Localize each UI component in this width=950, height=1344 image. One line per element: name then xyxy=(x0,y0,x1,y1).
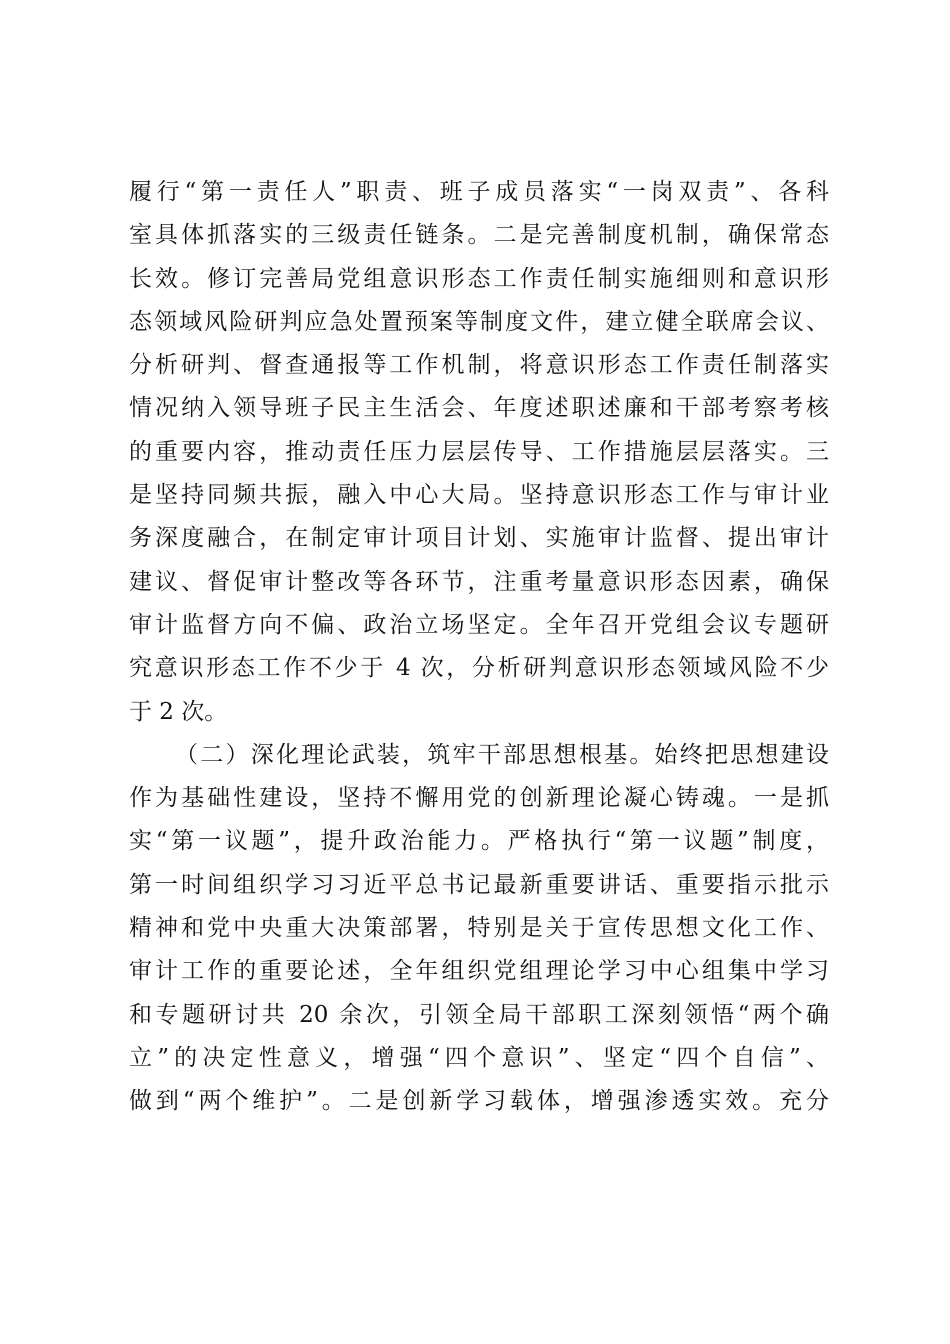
text-line: 和专题研讨共 20 余次，引领全局干部职工深刻领悟“两个确 xyxy=(129,1001,829,1028)
text-line: 情况纳入领导班子民主生活会、年度述职述廉和干部考察考核 xyxy=(129,395,829,422)
text-line: 是坚持同频共振，融入中心大局。坚持意识形态工作与审计业 xyxy=(129,482,829,509)
text-line: 的重要内容，推动责任压力层层传导、工作措施层层落实。三 xyxy=(129,438,829,465)
text-line: 实“第一议题”，提升政治能力。严格执行“第一议题”制度， xyxy=(129,828,829,855)
text-line: 立”的决定性意义，增强“四个意识”、坚定“四个自信”、 xyxy=(129,1044,829,1071)
text-line: 分析研判、督查通报等工作机制，将意识形态工作责任制落实 xyxy=(129,352,829,379)
section-heading-line: （二）深化理论武装，筑牢干部思想根基。始终把思想建设 xyxy=(175,741,829,768)
text-line: 作为基础性建设，坚持不懈用党的创新理论凝心铸魂。一是抓 xyxy=(129,785,829,812)
body-text xyxy=(129,171,829,1124)
text-line: 第一时间组织学习习近平总书记最新重要讲话、重要指示批示 xyxy=(129,871,829,898)
text-line: 审计工作的重要论述，全年组织党组理论学习中心组集中学习 xyxy=(129,958,829,985)
text-line: 究意识形态工作不少于 4 次，分析研判意识形态领域风险不少 xyxy=(129,655,829,682)
text-line: 务深度融合，在制定审计项目计划、实施审计监督、提出审计 xyxy=(129,525,829,552)
text-line: 做到“两个维护”。二是创新学习载体，增强渗透实效。充分 xyxy=(129,1088,829,1115)
text-line: 室具体抓落实的三级责任链条。二是完善制度机制，确保常态 xyxy=(129,222,829,249)
text-line: 审计监督方向不偏、政治立场坚定。全年召开党组会议专题研 xyxy=(129,611,829,638)
text-line: 精神和党中央重大决策部署，特别是关于宣传思想文化工作、 xyxy=(129,915,829,942)
text-line: 长效。修订完善局党组意识形态工作责任制实施细则和意识形 xyxy=(129,265,829,292)
paragraph-end-line: 于 2 次。 xyxy=(129,698,228,725)
text-line: 建议、督促审计整改等各环节，注重考量意识形态因素，确保 xyxy=(129,568,829,595)
text-line: 履行“第一责任人”职责、班子成员落实“一岗双责”、各科 xyxy=(129,179,829,205)
text-line: 态领域风险研判应急处置预案等制度文件，建立健全联席会议、 xyxy=(129,308,829,335)
